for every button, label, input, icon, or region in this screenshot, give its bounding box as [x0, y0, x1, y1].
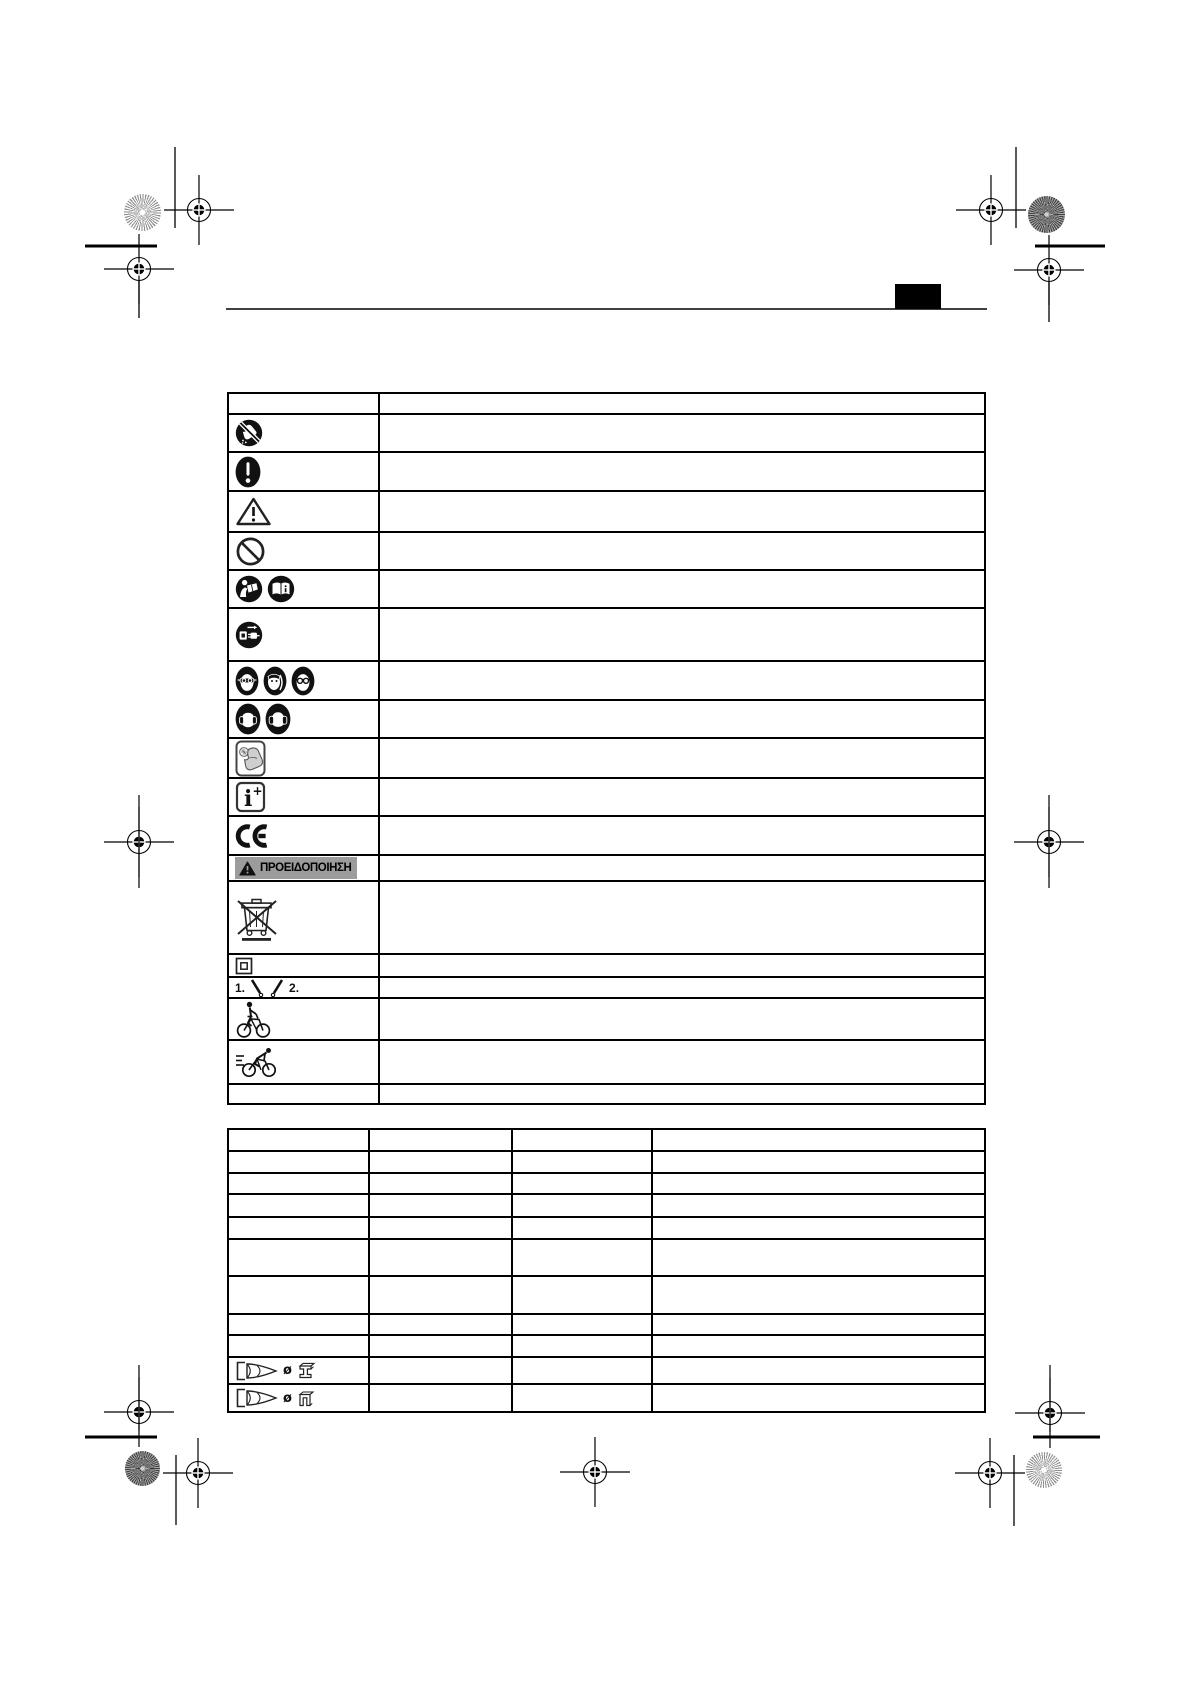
symbol-cell [229, 662, 380, 701]
wear-safety-glasses-icon [291, 666, 315, 696]
spec-cell [370, 1195, 513, 1218]
symbol-cell [229, 492, 380, 533]
spec-cell [229, 1152, 370, 1174]
step-2-label: 2. [289, 980, 300, 995]
spec-cell [653, 1130, 984, 1152]
description-cell [380, 817, 984, 856]
page-number-tab [895, 284, 941, 309]
spec-cell [653, 1385, 984, 1413]
info-plus-sign: + [252, 784, 263, 798]
symbol-cell [229, 779, 380, 817]
description-cell [380, 999, 984, 1041]
ce-marking-icon [235, 824, 269, 848]
spec-cell [370, 1240, 513, 1277]
spec-symbol-cell [229, 1358, 370, 1385]
diameter-symbol: ø [283, 1363, 292, 1378]
spec-cell [229, 1218, 370, 1240]
drill-bit-icon [235, 1360, 279, 1382]
description-cell [380, 739, 984, 779]
spec-cell [653, 1315, 984, 1336]
symbol-cell [229, 415, 380, 453]
star-target-icon [125, 1451, 160, 1486]
bicycle-child-carrier-icon [235, 999, 272, 1039]
weee-separate-collection-icon [235, 894, 280, 942]
description-cell [380, 701, 984, 739]
spec-cell [370, 1152, 513, 1174]
general-warning-triangle-icon [235, 496, 272, 527]
specs-table [227, 1128, 986, 1413]
symbol-cell [229, 571, 380, 609]
spec-cell [229, 1336, 370, 1358]
symbol-cell [229, 978, 380, 999]
symbol-cell [229, 817, 380, 856]
warning-badge-label: ΠΡΟΕΙΔΟΠΟΙΗΣΗ [260, 862, 352, 874]
spec-cell [513, 1195, 653, 1218]
star-target-icon [124, 194, 161, 231]
description-cell [380, 779, 984, 817]
spec-cell [229, 1195, 370, 1218]
spec-cell [513, 1130, 653, 1152]
step-1-pedal-icon [249, 978, 265, 998]
spec-cell [370, 1174, 513, 1195]
spec-cell [513, 1240, 653, 1277]
small-parts-handling-icon [235, 740, 266, 777]
spec-cell [653, 1195, 984, 1218]
symbol-cell [229, 999, 380, 1041]
disconnect-mains-plug-icon [235, 621, 263, 649]
wear-face-shield-icon [263, 666, 287, 696]
spec-cell [653, 1218, 984, 1240]
symbol-cell [229, 882, 380, 955]
symbol-cell [229, 394, 380, 415]
spec-symbol-cell [229, 1385, 370, 1413]
description-cell [380, 533, 984, 571]
symbol-cell [229, 1041, 380, 1085]
star-target-icon [1028, 196, 1065, 233]
do-not-touch-prohibition-icon [235, 419, 263, 447]
description-cell [380, 1041, 984, 1085]
description-cell [380, 609, 984, 662]
warning-badge-icon [235, 857, 357, 879]
double-insulation-icon [235, 957, 253, 975]
description-cell [380, 394, 984, 415]
wear-safety-goggles-icon [235, 666, 259, 696]
warning-triangle-icon [239, 861, 256, 876]
spec-cell [229, 1240, 370, 1277]
description-cell [380, 856, 984, 882]
u-channel-profile-icon [296, 1388, 316, 1409]
description-cell [380, 662, 984, 701]
step-2-pedal-icon [269, 978, 285, 998]
description-cell [380, 882, 984, 955]
description-cell [380, 492, 984, 533]
description-cell [380, 978, 984, 999]
spec-cell [653, 1152, 984, 1174]
symbol-cell [229, 533, 380, 571]
spec-cell [653, 1174, 984, 1195]
spec-cell [370, 1358, 513, 1385]
description-cell [380, 1085, 984, 1105]
spec-cell [513, 1277, 653, 1315]
spec-cell [513, 1174, 653, 1195]
spec-cell [513, 1385, 653, 1413]
symbol-cell [229, 739, 380, 779]
step-1-label: 1. [235, 980, 246, 995]
spec-cell [370, 1218, 513, 1240]
diameter-symbol: ø [283, 1390, 292, 1406]
description-cell [380, 453, 984, 492]
wear-ear-protection-icon [235, 703, 261, 735]
symbol-cell [229, 856, 380, 882]
spec-cell [513, 1218, 653, 1240]
mandatory-action-icon [235, 456, 261, 488]
spec-cell [653, 1336, 984, 1358]
spec-cell [229, 1277, 370, 1315]
symbol-cell [229, 1085, 380, 1105]
spec-cell [370, 1277, 513, 1315]
additional-information-icon [235, 781, 266, 813]
fast-cycling-icon [235, 1046, 279, 1078]
description-cell [380, 415, 984, 453]
i-beam-profile-icon [296, 1360, 317, 1381]
info-letter: i [244, 786, 253, 812]
star-target-icon [1026, 1452, 1062, 1488]
spec-cell [513, 1336, 653, 1358]
spec-cell [229, 1130, 370, 1152]
drill-bit-icon [235, 1387, 279, 1409]
symbol-cell [229, 955, 380, 978]
description-cell [380, 571, 984, 609]
spec-cell [229, 1174, 370, 1195]
spec-cell [653, 1240, 984, 1277]
symbol-cell [229, 609, 380, 662]
spec-cell [370, 1385, 513, 1413]
prohibition-icon [235, 536, 266, 567]
spec-cell [370, 1130, 513, 1152]
spec-cell [229, 1315, 370, 1336]
spec-cell [513, 1358, 653, 1385]
spec-cell [653, 1277, 984, 1315]
symbol-cell [229, 453, 380, 492]
wear-ear-muffs-icon [265, 703, 291, 735]
description-cell [380, 955, 984, 978]
read-instructions-icon [235, 575, 263, 603]
symbol-cell [229, 701, 380, 739]
spec-cell [370, 1336, 513, 1358]
spec-cell [653, 1358, 984, 1385]
symbols-table [227, 392, 986, 1105]
spec-cell [370, 1315, 513, 1336]
instruction-manual-icon [267, 575, 295, 603]
spec-cell [513, 1152, 653, 1174]
spec-cell [513, 1315, 653, 1336]
